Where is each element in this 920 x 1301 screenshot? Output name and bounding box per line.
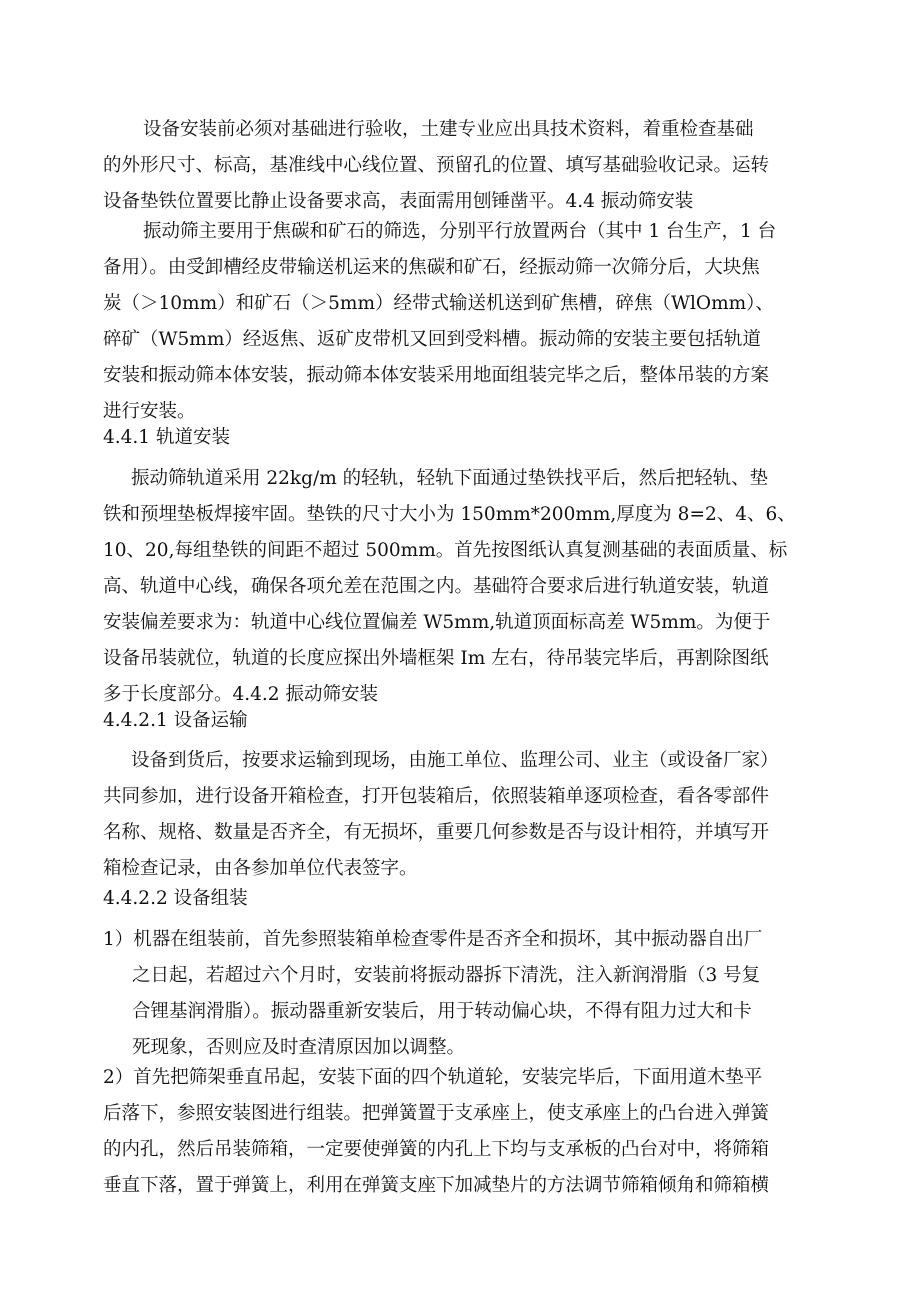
list-item-assembly-step-1 <box>103 922 819 1066</box>
text-line: 安装偏差要求为：轨道中心线位置偏差 W5mm,轨道顶面标高差 W5mm。为便于 <box>103 612 771 633</box>
section-heading-equipment-assembly: 4.4.2.2 设备组装 <box>103 888 248 909</box>
paragraph-equipment-transport <box>103 743 819 887</box>
paragraph-track-installation <box>103 461 819 713</box>
text-line: 之日起，若超过六个月时，安装前将振动器拆下清洗，注入新润滑脂（3 号复 <box>132 965 761 986</box>
text-line: 进行安装。 <box>103 401 196 422</box>
text-line: 合锂基润滑脂）。振动器重新安装后，用于转动偏心块，不得有阻力过大和卡 <box>132 1001 752 1022</box>
text-line: 安装和振动筛本体安装，振动筛本体安装采用地面组装完毕之后，整体吊装的方案 <box>103 365 770 386</box>
text-line: 的外形尺寸、标高，基准线中心线位置、预留孔的位置、填写基础验收记录。运转 <box>103 155 770 176</box>
section-heading-track-installation: 4.4.1 轨道安装 <box>103 427 230 448</box>
text-line: 垂直下落，置于弹簧上，利用在弹簧支座下加减垫片的方法调节筛箱倾角和筛箱横 <box>103 1175 770 1196</box>
text-line: 振动筛轨道采用 22kg∕m 的轻轨，轻轨下面通过垫铁找平后，然后把轻轨、垫 <box>131 468 769 489</box>
text-line: 振动筛主要用于焦碳和矿石的筛选，分别平行放置两台（其中 1 台生产，1 台 <box>143 221 777 242</box>
text-line: 2）首先把筛架垂直吊起，安装下面的四个轨道轮，安装完毕后，下面用道木垫平 <box>103 1067 763 1088</box>
paragraph-vibrating-screen-overview <box>103 214 819 430</box>
text-line: 设备吊装就位，轨道的长度应探出外墙框架 Im 左右，待吊装完毕后，再割除图纸 <box>103 648 769 669</box>
text-line: 死现象，否则应及时查清原因加以调整。 <box>132 1037 466 1058</box>
text-line: 炭（＞10mm）和矿石（＞5mm）经带式输送机送到矿焦槽，碎焦（WlOmm）、 <box>103 293 774 314</box>
text-line: 箱检查记录，由各参加单位代表签字。 <box>103 858 418 879</box>
text-line: 共同参加，进行设备开箱检查，打开包装箱后，依照装箱单逐项检查，看各零部件 <box>103 786 770 807</box>
text-line: 名称、规格、数量是否齐全，有无损坏，重要几何参数是否与设计相符，并填写开 <box>103 822 770 843</box>
text-line: 1）机器在组装前，首先参照装箱单检查零件是否齐全和损坏，其中振动器自出厂 <box>103 929 763 950</box>
text-line: 多于长度部分。4.4.2 振动筛安装 <box>103 684 378 705</box>
text-line: 高、轨道中心线，确保各项允差在范围之内。基础符合要求后进行轨道安装，轨道 <box>103 576 770 597</box>
text-line: 碎矿（W5mm）经返焦、返矿皮带机又回到受料槽。振动筛的安装主要包括轨道 <box>103 329 761 350</box>
text-line: 后落下，参照安装图进行组装。把弹簧置于支承座上，使支承座上的凸台进入弹簧 <box>103 1103 770 1124</box>
text-line: 设备垫铁位置要比静止设备要求高，表面需用刨锤凿平。4.4 振动筛安装 <box>103 191 694 212</box>
text-line: 铁和预埋垫板焊接牢固。垫铁的尺寸大小为 150mm*200mm,厚度为 8=2、4、6、 <box>103 504 796 525</box>
text-line: 设备安装前必须对基础进行验收，土建专业应出具技术资料，着重检查基础 <box>143 119 754 140</box>
text-line: 设备到货后，按要求运输到现场，由施工单位、监理公司、业主（或设备厂家） <box>131 750 779 771</box>
section-heading-equipment-transport: 4.4.2.1 设备运输 <box>103 710 248 731</box>
text-line: 备用）。由受卸槽经皮带输送机运来的焦碳和矿石，经振动筛一次筛分后，大块焦 <box>103 257 760 278</box>
paragraph-foundation-acceptance <box>103 112 819 220</box>
text-line: 的内孔，然后吊装筛箱，一定要使弹簧的内孔上下均与支承板的凸台对中，将筛箱 <box>103 1139 770 1160</box>
list-item-assembly-step-2 <box>103 1060 819 1204</box>
text-line: 10、20,每组垫铁的间距不超过 500mm。首先按图纸认真复测基础的表面质量、标 <box>103 540 788 561</box>
